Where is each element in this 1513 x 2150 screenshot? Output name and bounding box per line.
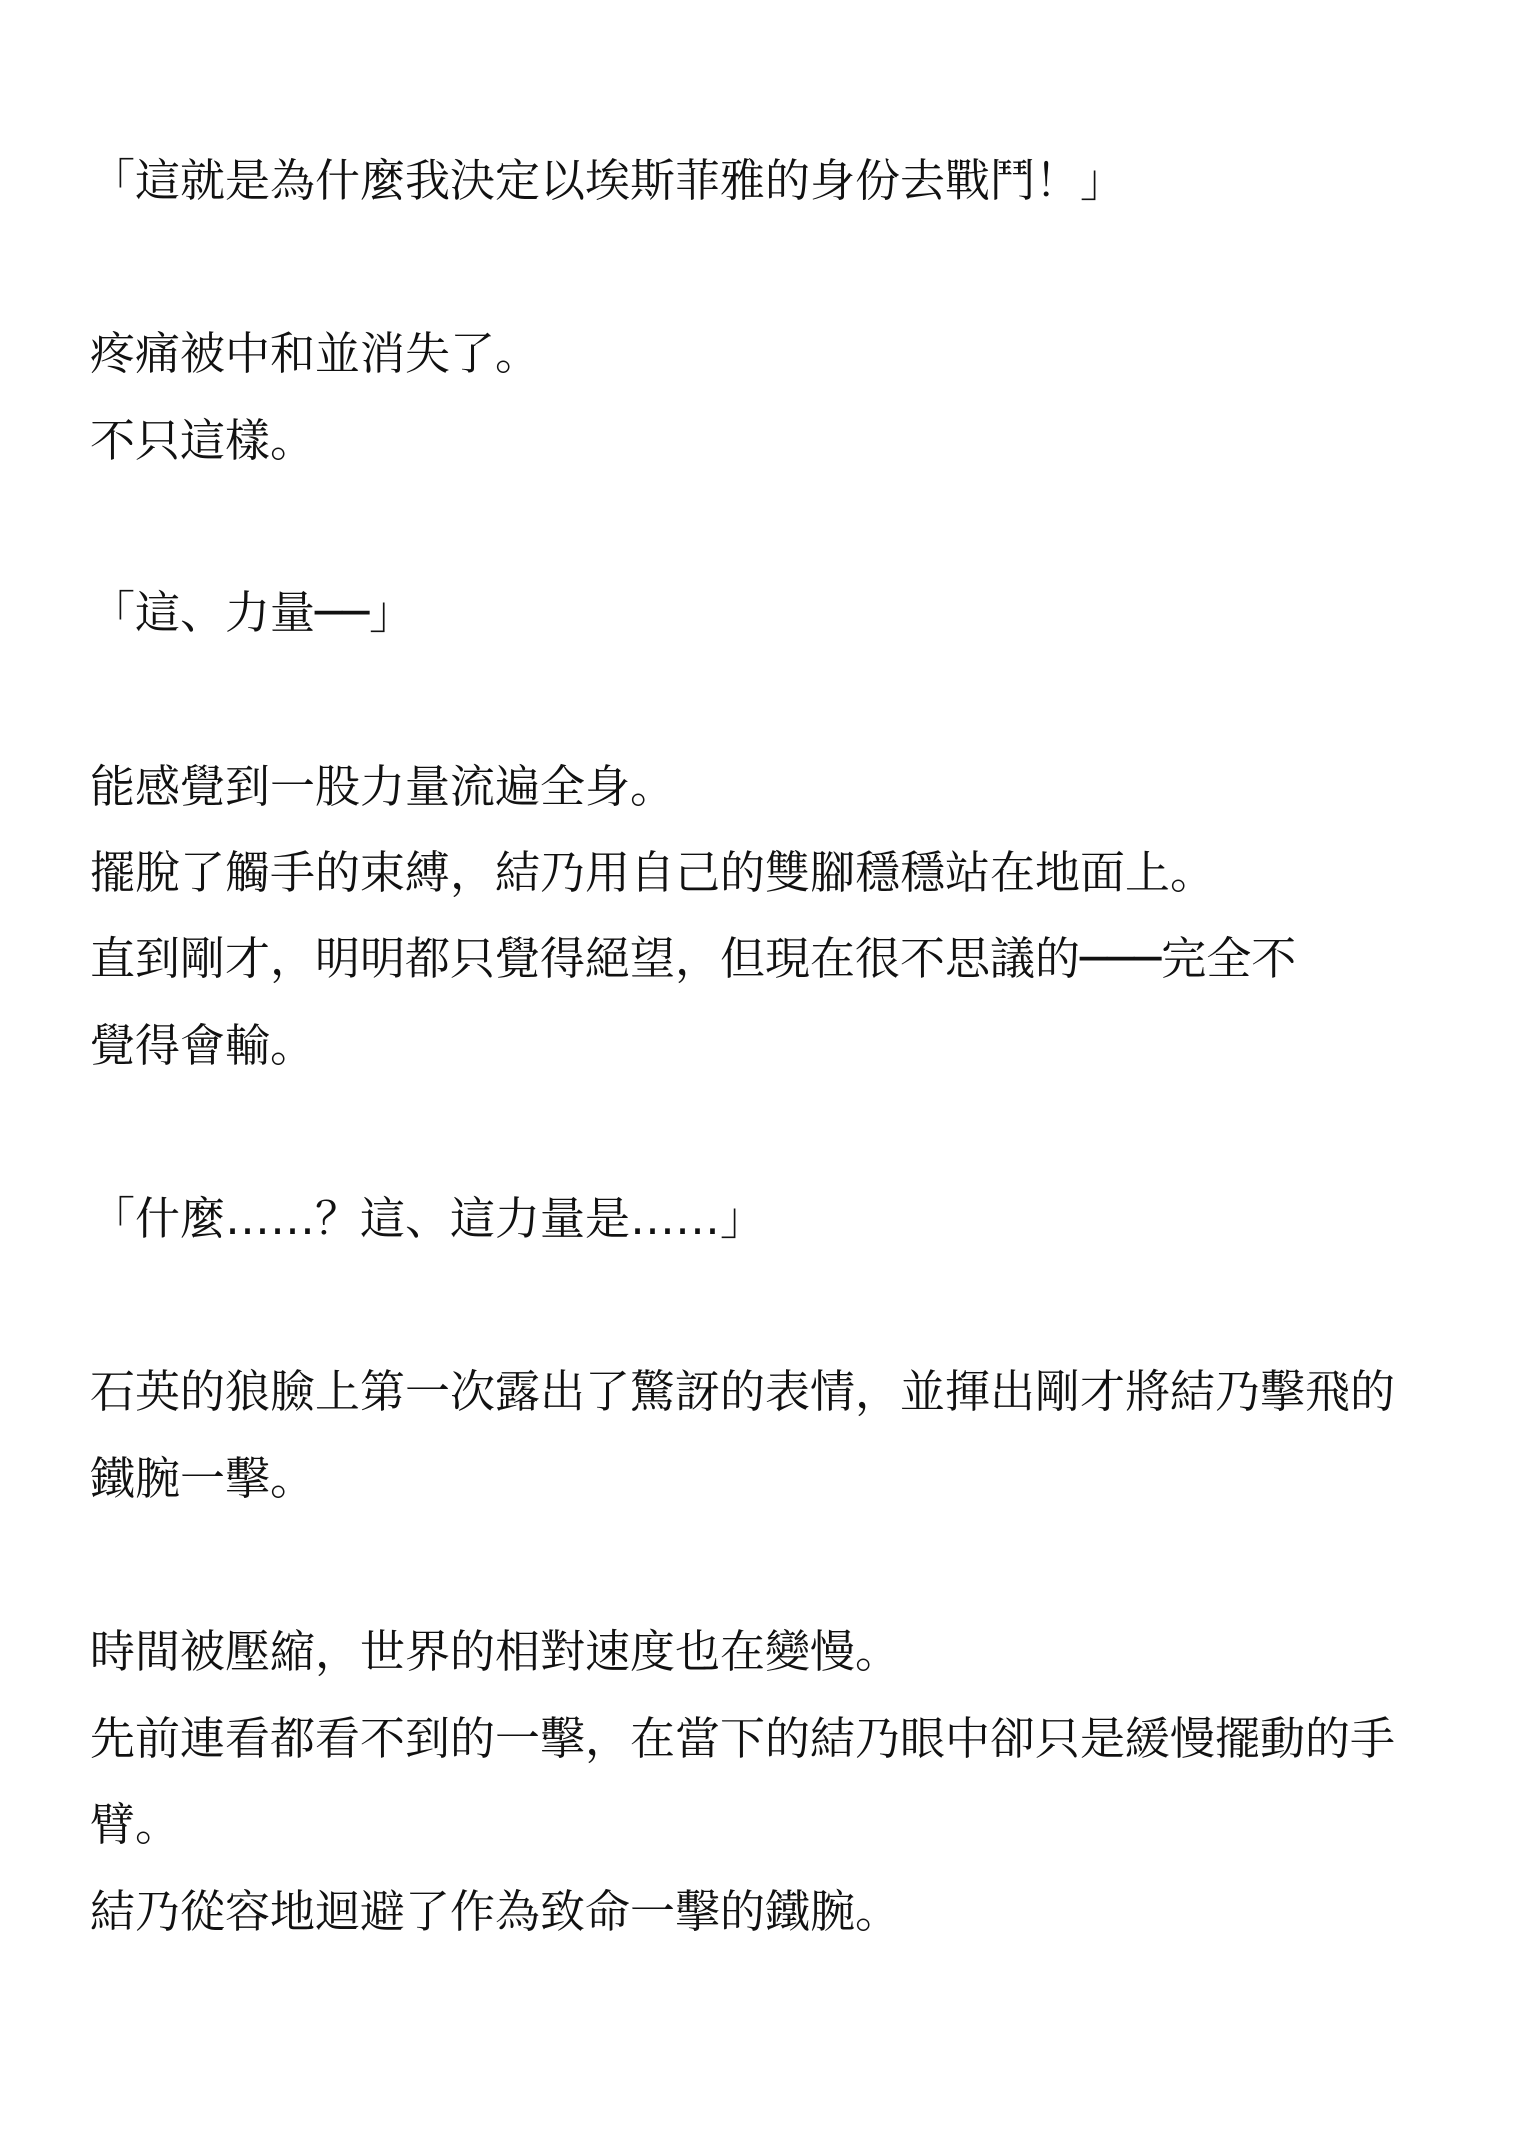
text-line: 直到剛才，明明都只覺得絕望，但現在很不思議的───完全不 <box>90 932 1297 985</box>
text-line: 擺脫了觸手的束縛，結乃用自己的雙腳穩穩站在地面上。 <box>90 846 1216 899</box>
text-line: 「這、力量──」 <box>90 586 415 639</box>
text-line: 結乃從容地迴避了作為致命一擊的鐵腕。 <box>90 1885 901 1938</box>
text-line: 「什麼……？這、這力量是……」 <box>90 1192 766 1245</box>
text-line: 鐵腕一擊。 <box>90 1452 316 1505</box>
text-line: 石英的狼臉上第一次露出了驚訝的表情，並揮出剛才將結乃擊飛的 <box>90 1365 1396 1418</box>
text-line: 覺得會輸。 <box>90 1019 316 1072</box>
text-line: 「這就是為什麼我決定以埃斯菲雅的身份去戰鬥！」 <box>90 154 1126 207</box>
text-line: 先前連看都看不到的一擊，在當下的結乃眼中卻只是緩慢擺動的手 <box>90 1712 1396 1765</box>
text-line: 能感覺到一股力量流遍全身。 <box>90 760 676 813</box>
text-line: 臂。 <box>90 1798 181 1851</box>
text-line: 不只這樣。 <box>90 414 316 467</box>
text-line: 疼痛被中和並消失了。 <box>90 327 541 380</box>
text-line: 時間被壓縮，世界的相對速度也在變慢。 <box>90 1625 901 1678</box>
